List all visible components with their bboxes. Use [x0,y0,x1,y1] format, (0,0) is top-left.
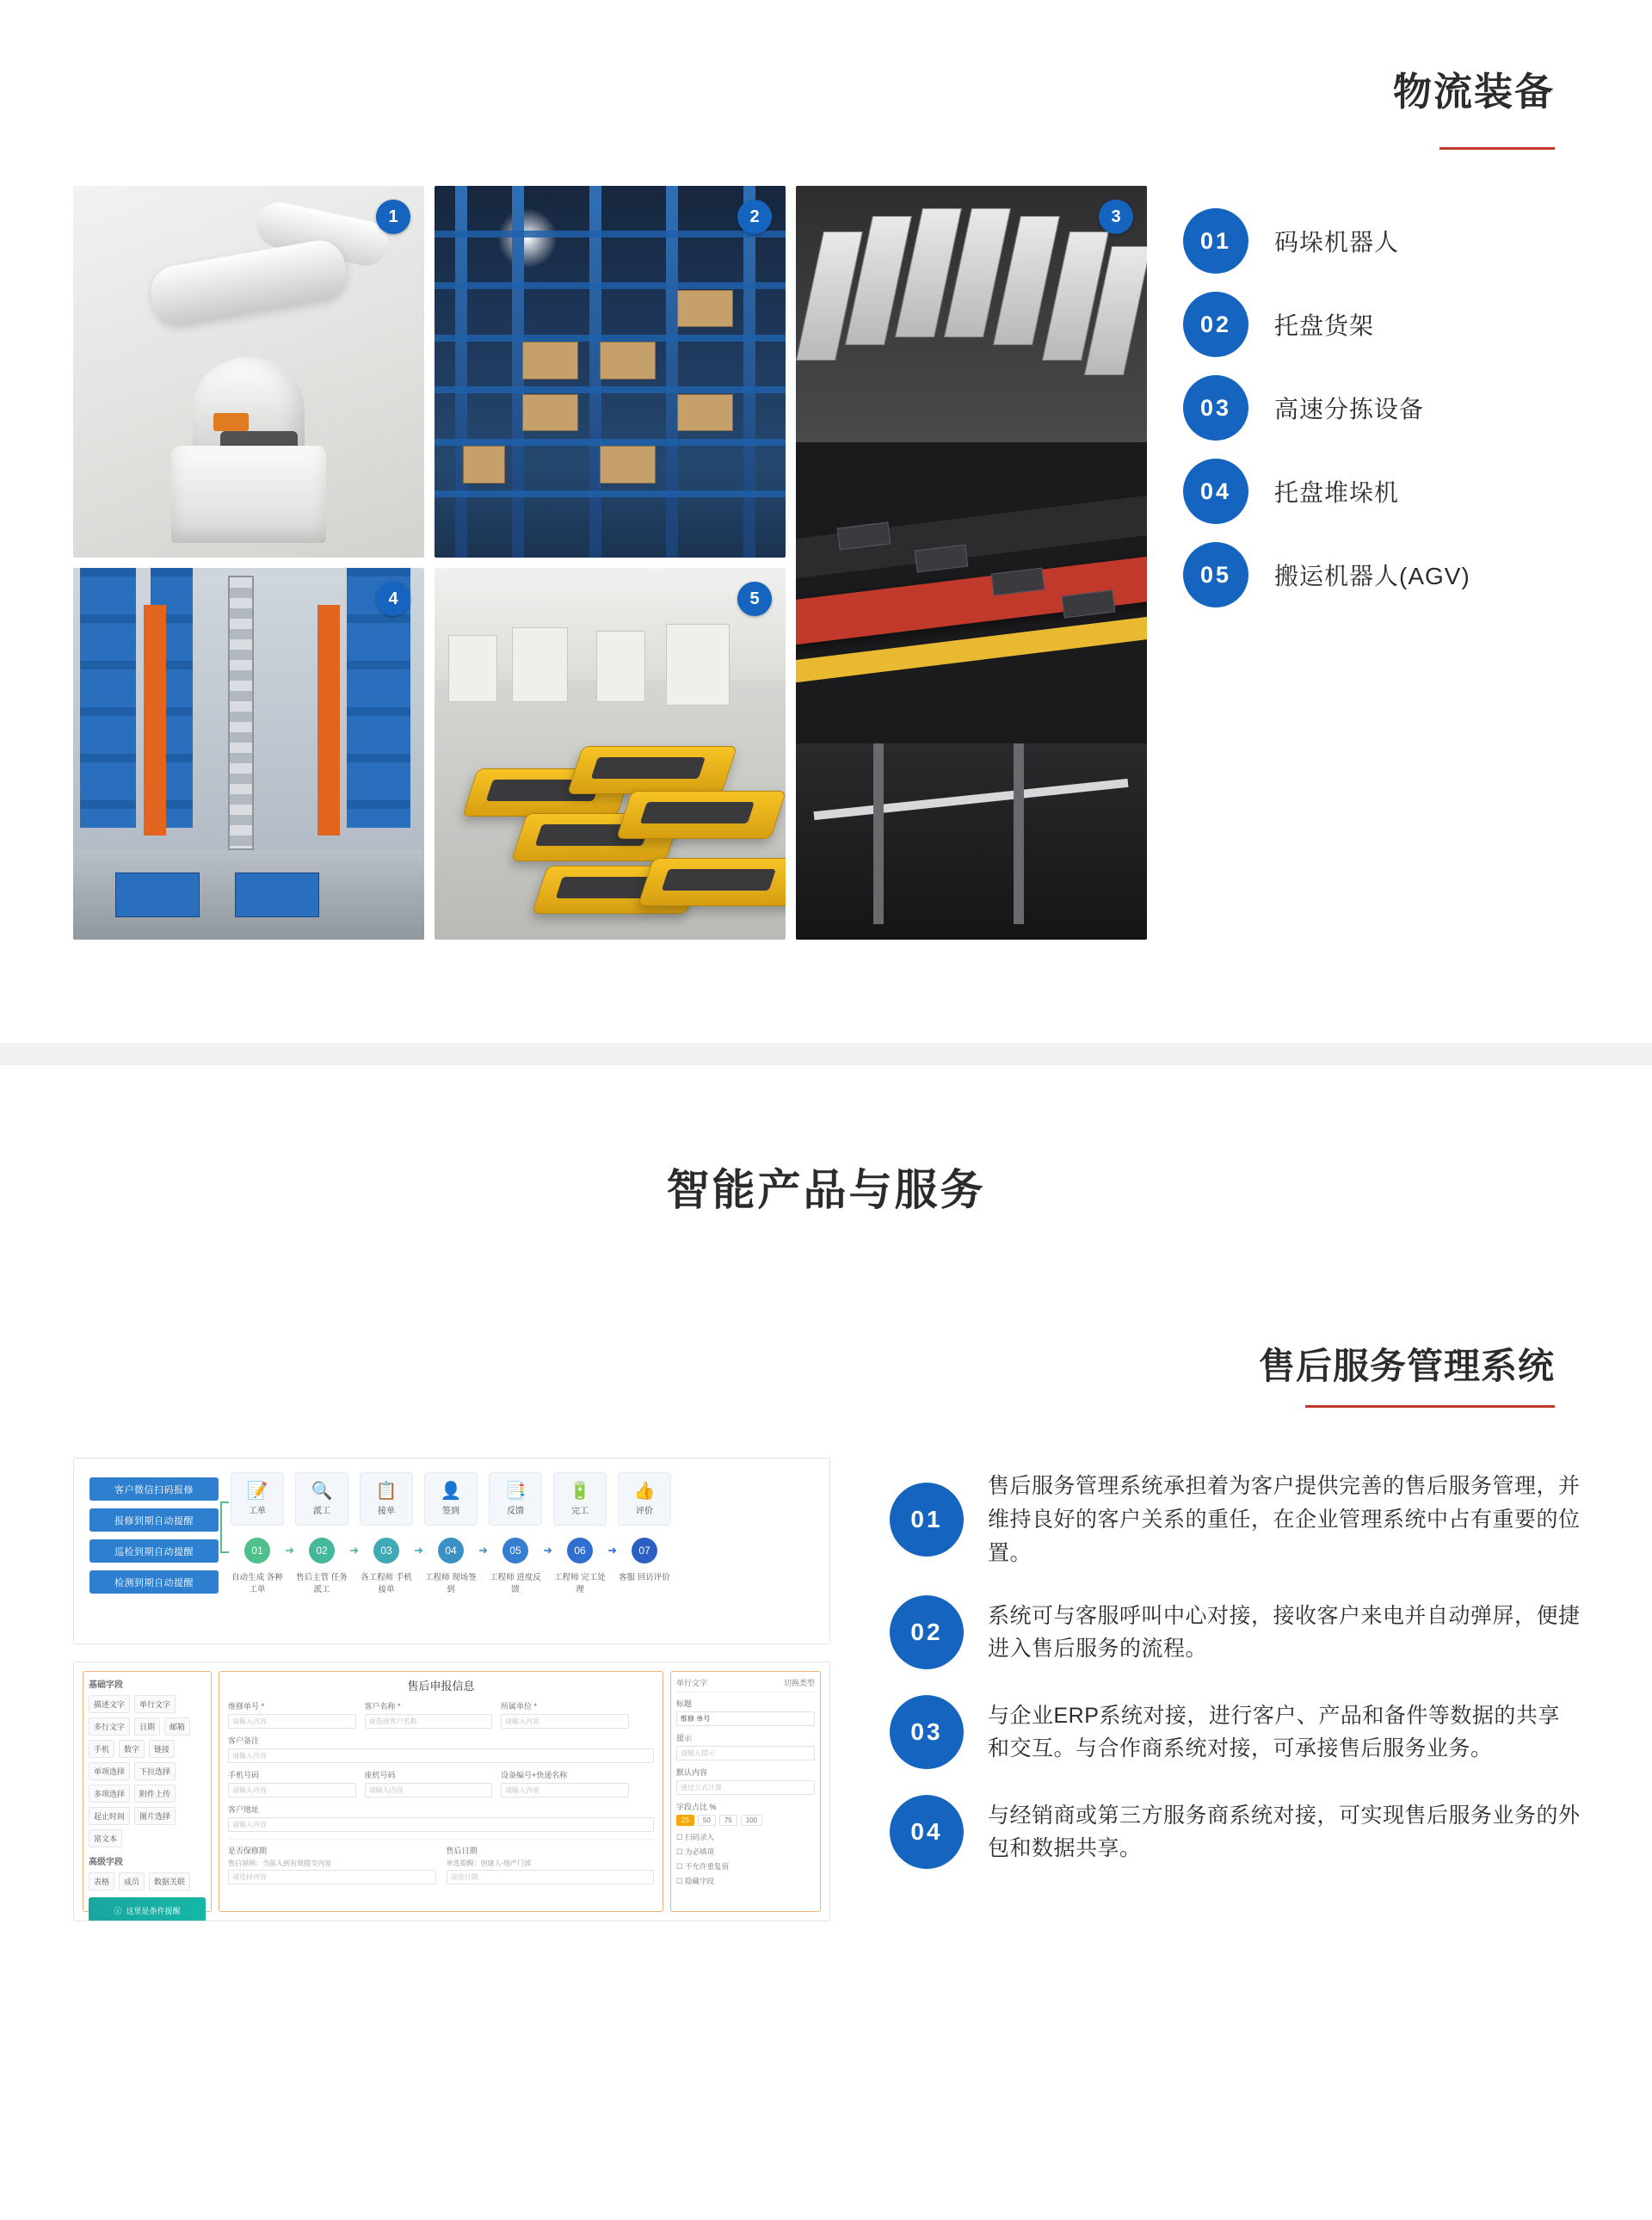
legend-number: 01 [1183,208,1248,274]
feature-number: 02 [890,1595,964,1669]
tab-field-type[interactable]: 单行文字 [676,1679,708,1687]
field-tag[interactable]: 成员 [119,1872,145,1890]
property-input[interactable]: 请输入提示 [676,1746,815,1761]
form-field [501,1769,629,1798]
property-row [676,1732,815,1761]
workflow-card-label: 接单 [378,1506,395,1516]
step-dot: 03 [373,1538,399,1563]
image-badge: 3 [1099,200,1133,234]
property-label: 默认内容 [676,1768,708,1777]
gallery-image-agv [435,568,786,940]
workflow-card-label: 签到 [442,1506,459,1516]
property-row [676,1698,815,1726]
field-hint: 单选提醒：创建人-地产门部 [446,1859,532,1867]
form-field [228,1735,654,1763]
field-label: 手机号码 [228,1771,260,1779]
form-field [501,1700,629,1729]
form-designer-screenshot [73,1662,830,1921]
workflow-card-label: 反馈 [507,1506,524,1516]
aftersales-feature-list [890,1458,1630,1895]
palletizing-robot-artwork [73,186,424,558]
basic-field-tags [89,1695,206,1847]
trigger-chip: 报修到期自动提醒 [89,1508,219,1532]
field-label: 设备编号+快递名称 [501,1771,568,1779]
step-dot: 07 [632,1538,657,1563]
section1-body [0,150,1652,940]
workflow-caption: 自动生成 各种工单 [231,1573,283,1594]
field-tag[interactable]: 多项选择 [89,1785,130,1803]
form-field [228,1804,654,1832]
worksheet-icon: 📝 [246,1481,268,1501]
arrow-right-icon: ➜ [414,1544,423,1557]
field-label: 座机号码 [364,1771,396,1779]
field-input[interactable]: 请选择内容 [228,1870,436,1884]
field-tag[interactable]: 链接 [149,1740,175,1758]
field-tag[interactable]: 数字 [119,1740,145,1758]
legend-number: 02 [1183,292,1248,357]
workflow-card-label: 派工 [313,1506,330,1516]
form-field [365,1700,493,1729]
feature-text: 系统可与客服呼叫中心对接，接收客户来电并自动弹屏，便捷进入售后服务的流程。 [988,1603,1581,1662]
form-bottom-row [228,1839,654,1884]
accept-order-icon: 📋 [375,1481,398,1501]
section3-header [0,1218,1652,1408]
complete-icon: 🔋 [569,1481,591,1501]
workflow-caption: 工程师 现场签到 [425,1573,477,1594]
image-badge: 2 [737,200,772,234]
field-tag[interactable]: 起止时间 [89,1807,130,1825]
high-speed-sorter-artwork [796,186,1147,940]
form-field [228,1700,356,1729]
workflow-caption: 售后主管 任务派工 [296,1573,348,1594]
workflow-card [553,1472,607,1526]
checkbox-label: 扫码录入 [684,1833,714,1841]
field-label: 所属单位 * [501,1702,538,1711]
field-input[interactable]: 请输入内容 [501,1783,629,1798]
checkbox-scan-input[interactable]: ☐ 扫码录入 [676,1833,714,1841]
screenshots-column [73,1458,852,1921]
feature-text: 售后服务管理系统承担着为客户提供完善的售后服务管理，并维持良好的客户关系的重任，在企业管理系统中占有重要的位置。 [988,1474,1581,1565]
checkbox-unique[interactable]: ☐ 不允许重复值 [676,1862,729,1871]
legend-item [1183,375,1630,441]
checkbox-label: 不允许重复值 [684,1862,729,1871]
step-dot: 02 [309,1538,335,1563]
trigger-chip: 客户微信扫码报修 [89,1477,219,1501]
checkbox-hidden[interactable]: ☐ 隐藏字段 [676,1877,714,1885]
feature-number: 01 [890,1483,964,1557]
condition-banner [89,1897,206,1921]
page-title: 物流装备 [1392,70,1555,114]
step-wrap [360,1538,423,1563]
field-input[interactable]: 请输入内容 [501,1714,629,1729]
trigger-chip: 检测到期自动提醒 [89,1570,219,1594]
width-option[interactable]: 100 [741,1815,762,1826]
gallery-image-palletizing-robot [73,186,424,558]
aftersales-system-section [0,1218,1652,2025]
field-tag[interactable]: 数据关联 [149,1872,190,1890]
property-input[interactable]: 通过公式计算 [676,1780,815,1795]
step-wrap [618,1538,671,1563]
feature-item [890,1470,1630,1569]
logistics-equipment-section [0,0,1652,1043]
step-wrap [553,1538,617,1563]
arrow-right-icon: ➜ [543,1544,552,1557]
legend-item [1183,208,1630,274]
advanced-field-tags [89,1872,206,1890]
width-option[interactable]: 25 [676,1815,694,1826]
field-tag[interactable]: 下拉选择 [134,1762,176,1780]
field-label: 维修单号 * [228,1702,265,1711]
form-field [365,1769,493,1798]
workflow-caption: 工程师 进度反馈 [490,1573,541,1594]
workflow-caption: 工程师 完工处理 [554,1573,606,1594]
field-tag[interactable]: 富文本 [89,1829,122,1847]
field-hint: 售后说明：当前入到有效提交内容 [228,1859,331,1867]
pallet-racking-artwork [435,186,786,558]
arrow-right-icon: ➜ [607,1544,617,1557]
workflow-card [424,1472,478,1526]
legend-item [1183,292,1630,357]
section3-title: 售后服务管理系统 [1258,1346,1555,1386]
legend-item [1183,459,1630,524]
image-badge: 4 [376,582,410,616]
legend-label: 高速分拣设备 [1274,396,1425,422]
workflow-card [295,1472,348,1526]
field-input[interactable]: 请输入内容 [228,1714,356,1729]
feature-number: 03 [890,1695,964,1769]
section2-title: 智能产品与服务 [666,1166,986,1214]
feature-number: 04 [890,1795,964,1869]
feedback-icon: 📑 [504,1481,527,1501]
equipment-gallery [73,186,1140,940]
property-panel-tabs [676,1677,815,1693]
workflow-card-label: 工单 [249,1506,266,1516]
feature-text: 与企业ERP系统对接，进行客户、产品和备件等数据的共享和交互。与合作商系统对接，可承接售后服务业务。 [988,1703,1560,1761]
field-tag[interactable]: 表格 [89,1872,114,1890]
field-tag[interactable]: 日期 [134,1717,160,1736]
form-fields [228,1700,654,1832]
rating-icon: 👍 [633,1481,656,1501]
switch-type-link[interactable]: 切换类型 [783,1679,815,1687]
field-tag[interactable]: 单项选择 [89,1762,130,1780]
agv-artwork [435,568,786,940]
workflow-caption: 各工程师 手机接单 [361,1573,412,1594]
field-tag[interactable]: 邮箱 [164,1717,190,1736]
step-wrap [424,1538,488,1563]
workflow-screenshot [73,1458,830,1644]
arrow-right-icon: ➜ [349,1544,359,1557]
field-label: 客户名称 * [364,1702,401,1711]
checkbox-required[interactable]: ☐ 为必填项 [676,1847,714,1856]
property-row [676,1767,815,1795]
arrow-right-icon: ➜ [285,1544,294,1557]
arrow-right-icon: ➜ [478,1544,488,1557]
legend-number: 05 [1183,542,1248,607]
step-wrap [231,1538,294,1563]
legend-label: 码垛机器人 [1274,229,1400,256]
feature-item [890,1595,1630,1669]
form-field [228,1769,356,1798]
stacker-crane-artwork [73,568,424,940]
form-designer [74,1662,829,1921]
info-icon: ⓘ [114,1906,122,1915]
field-input[interactable]: 请输入内容 [228,1783,356,1798]
legend-label: 托盘堆垛机 [1274,479,1400,506]
signin-icon: 👤 [440,1481,462,1501]
legend-number: 04 [1183,459,1248,524]
workflow-card [231,1472,284,1526]
field-input[interactable]: 请输入内容 [228,1748,654,1763]
field-input[interactable]: 请选日期 [447,1870,655,1884]
property-label: 字段占比 % [676,1803,717,1811]
workflow-cards [231,1472,814,1526]
step-wrap [295,1538,359,1563]
field-label: 客户地址 [228,1805,260,1814]
step-dot: 05 [502,1538,528,1563]
workflow-card [360,1472,413,1526]
field-palette [83,1671,212,1915]
field-input[interactable]: 请输入内容 [228,1817,654,1832]
dispatch-icon: 🔍 [311,1481,333,1501]
workflow-trigger-chips [89,1472,219,1630]
width-percent-selector [676,1815,815,1826]
step-wrap [489,1538,552,1563]
feature-text: 与经销商或第三方服务商系统对接，可实现售后服务业务的外包和数据共享。 [988,1803,1581,1861]
field-label: 是否保修期 [228,1847,268,1855]
workflow-card [489,1472,542,1526]
field-input[interactable]: 请选择客户名称 [365,1714,493,1729]
field-tag[interactable]: 图片选择 [134,1807,176,1825]
legend-label: 搬运机器人(AGV) [1274,563,1470,589]
section3-body [0,1408,1652,2025]
section1-header [0,0,1652,135]
form-title: 售后申报信息 [407,1680,475,1693]
field-label: 售后日期 [446,1847,478,1855]
palette-title-advanced: 高级字段 [89,1858,123,1867]
field-tag[interactable]: 手机 [89,1740,114,1758]
workflow-card-label: 完工 [571,1506,589,1516]
width-option[interactable]: 75 [719,1815,737,1826]
form-canvas [219,1671,663,1912]
legend-label: 托盘货架 [1274,312,1375,339]
gallery-image-pallet-racking [435,186,786,558]
feature-item [890,1695,1630,1769]
checkbox-label: 隐藏字段 [684,1877,714,1885]
step-dot: 04 [438,1538,464,1563]
property-label: 提示 [676,1734,693,1742]
field-tag[interactable]: 描述文字 [89,1695,130,1713]
workflow-step-dots [231,1538,814,1563]
legend-number: 03 [1183,375,1248,441]
workflow-steps-area [231,1472,814,1630]
property-label: 标题 [676,1699,693,1708]
gallery-image-stacker-crane [73,568,424,940]
field-tag[interactable]: 附件上传 [134,1785,176,1803]
legend-item [1183,542,1630,607]
flow-bracket [220,1502,229,1553]
workflow-diagram [74,1458,829,1643]
field-input[interactable]: 请输入内容 [365,1783,493,1798]
workflow-caption: 客服 回访评价 [619,1573,670,1582]
smart-products-section [0,1065,1652,1218]
property-input[interactable]: 维修 单号 [676,1711,815,1726]
field-tag[interactable]: 单行文字 [134,1695,176,1713]
equipment-legend [1183,186,1630,626]
field-label: 客户备注 [228,1736,260,1745]
step-dot: 01 [244,1538,270,1563]
workflow-captions [231,1572,814,1596]
workflow-card [618,1472,671,1526]
step-dot: 06 [567,1538,593,1563]
palette-title: 基础字段 [89,1680,123,1690]
image-badge: 5 [737,582,772,616]
image-badge: 1 [376,200,410,234]
gallery-image-high-speed-sorter [796,186,1147,940]
condition-banner-label: 这里是条件提醒 [126,1906,181,1915]
width-option[interactable]: 50 [698,1815,716,1826]
trigger-chip: 巡检到期自动提醒 [89,1539,219,1563]
section-divider [0,1043,1652,1065]
workflow-card-label: 评价 [636,1506,653,1516]
field-tag[interactable]: 多行文字 [89,1717,130,1736]
field-property-panel [670,1671,821,1912]
property-row-width [676,1801,815,1826]
checkbox-label: 为必填项 [684,1847,714,1856]
feature-item [890,1795,1630,1869]
